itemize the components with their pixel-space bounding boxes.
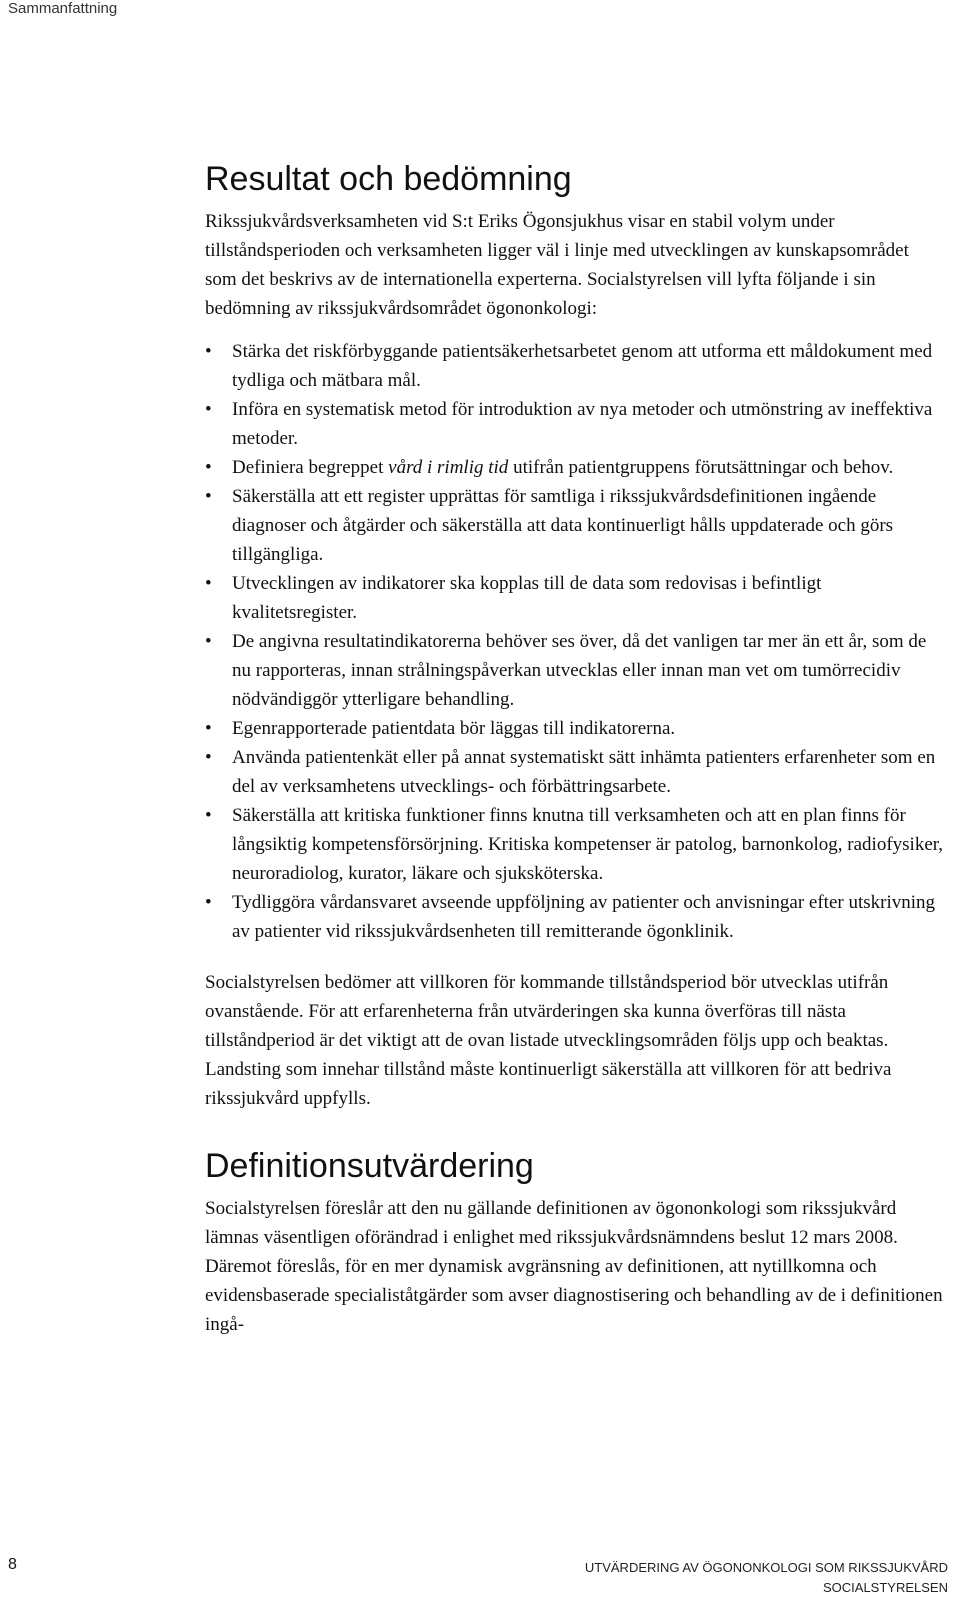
- footer-title-block: [585, 1558, 948, 1598]
- bullet-icon: •: [205, 486, 212, 508]
- list-item: • Utvecklingen av indikatorer ska kopplas till de data som redovisas i befintligt kvalitetsregister.: [205, 569, 945, 627]
- page-number: 8: [8, 1556, 17, 1573]
- emphasis-term: vård i rimlig tid: [388, 457, 509, 479]
- running-header: Sammanfattning: [8, 0, 118, 17]
- list-item: • Tydliggöra vårdansvaret avseende uppföljning av patienter och anvisningar efter utskrivning av patienter vid rikssjukvårdsenheten till remitterande ögonklinik.: [205, 888, 945, 946]
- results-intro-paragraph: Rikssjukvårdsverksamheten vid S:t Eriks Ögonsjukhus visar en stabil volym under tillståndsperioden och verksamheten ligger väl i linje med utvecklingen av kunskapsområdet som det beskrivs av de internationella experterna. Socialstyrelsen vill lyfta följande i sin bedömning av rikssjukvårdsområdet ögononkologi:: [205, 211, 909, 320]
- results-conclusion-paragraph: Socialstyrelsen bedömer att villkoren för kommande tillståndsperiod bör utvecklas utifrån ovanstående. För att erfarenheterna från utvärderingen ska kunna överföras till nästa tillståndperiod är det viktigt att de ovan listade utvecklingsområden följs upp och beaktas. Landsting som innehar tillstånd måste kontinuerligt säkerställa att villkoren för att bedriva rikssjukvård uppfylls.: [205, 972, 892, 1110]
- bullet-icon: •: [205, 892, 212, 914]
- list-item: • De angivna resultatindikatorerna behöver ses över, då det vanligen tar mer än ett år, som de nu rapporteras, innan strålningspåverkan utvecklas eller innan man vet om tumörrecidiv nödvändiggör ytterligare behandling.: [205, 627, 945, 714]
- bullet-icon: •: [205, 399, 212, 421]
- bullet-icon: •: [205, 747, 212, 769]
- bullet-icon: •: [205, 631, 212, 653]
- list-item: • Säkerställa att kritiska funktioner finns knutna till verksamheten och att en plan finns för långsiktig kompetensförsörjning. Kritiska kompetenser är patolog, barnonkolog, radiofysiker, neuroradiolog, kurator, läkare och sjuksköterska.: [205, 801, 945, 888]
- bullet-icon: •: [205, 341, 212, 363]
- list-item: • Stärka det riskförbyggande patientsäkerhetsarbetet genom att utforma ett måldokument med tydliga och mätbara mål.: [205, 337, 945, 395]
- list-item: • Införa en systematisk metod för introduktion av nya metoder och utmönstring av ineffektiva metoder.: [205, 395, 945, 453]
- bullet-icon: •: [205, 457, 212, 479]
- section-heading-results: Resultat och bedömning: [205, 160, 572, 198]
- list-item: • Definiera begreppet vård i rimlig tid utifrån patientgruppens förutsättningar och behov.: [205, 453, 945, 482]
- definition-paragraph: Socialstyrelsen föreslår att den nu gällande definitionen av ögononkologi som rikssjukvård lämnas väsentligen oförändrad i enlighet med rikssjukvårdsnämndens beslut 12 mars 2008. Däremot föreslås, för en mer dynamisk avgränsning av definitionen, att nytillkomna och evidensbaserade specialiståtgärder som avser diagnostisering och behandling av de i definitionen ingå-: [205, 1198, 943, 1336]
- section-heading-definition: Definitionsutvärdering: [205, 1147, 534, 1186]
- recommendations-list: [205, 337, 945, 946]
- publisher-name: SOCIALSTYRELSEN: [823, 1580, 948, 1595]
- bullet-icon: •: [205, 573, 212, 595]
- page-content: [205, 160, 945, 1339]
- report-title: UTVÄRDERING AV ÖGONONKOLOGI SOM RIKSSJUKVÅRD: [584, 1560, 948, 1575]
- bullet-icon: •: [205, 718, 212, 740]
- list-item: • Använda patientenkät eller på annat systematiskt sätt inhämta patienters erfarenheter som en del av verksamhetens utvecklings- och förbättringsarbete.: [205, 743, 945, 801]
- bullet-icon: •: [205, 805, 212, 827]
- list-item: • Säkerställa att ett register upprättas för samtliga i rikssjukvårdsdefinitionen ingående diagnoser och åtgärder och säkerställa att data kontinuerligt hålls uppdaterade och görs tillgängliga.: [205, 482, 945, 569]
- list-item: • Egenrapporterade patientdata bör läggas till indikatorerna.: [205, 714, 945, 743]
